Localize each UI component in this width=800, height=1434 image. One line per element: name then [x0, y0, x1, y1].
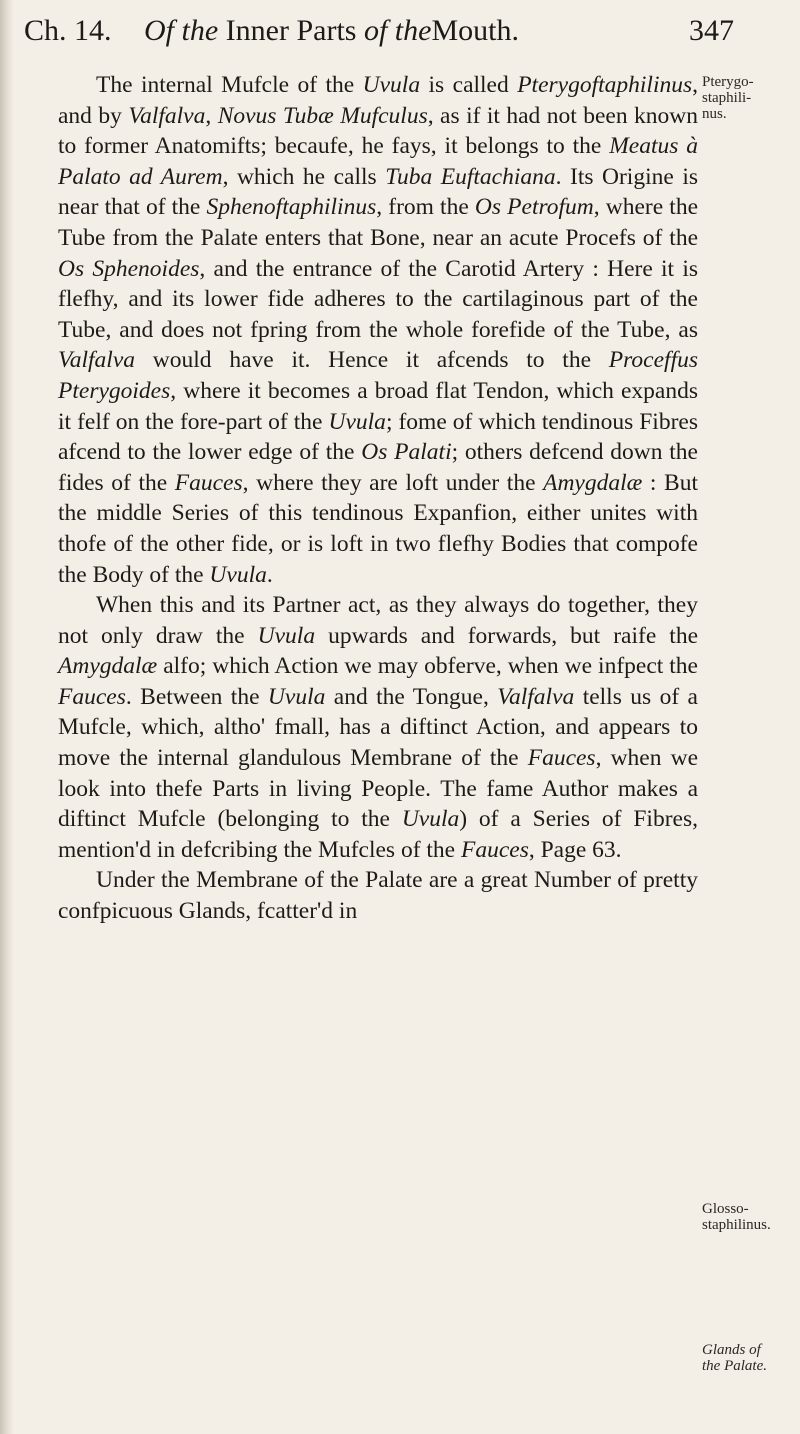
chapter-number: Ch. 14.: [24, 14, 112, 47]
paragraph-action: When this and its Partner act, as they always do together, they not only draw the Uvula upwards and forwards, but raife the Amygdalæ alfo; which Action we may obferve, when we infpect the Fauces. Between the Uvula and the Tongue, Valfalva tells us of a Mufcle, which, altho' fmall, has a diftinct Action, and appears to move the internal glandulous Membrane of the Fauces, when we look into thefe Parts in living People. The fame Author makes a diftinct Mufcle (belonging to the Uvula) of a Series of Fibres, mention'd in defcribing the Mufcles of the Fauces, Page 63.: [58, 592, 699, 863]
running-header: [24, 14, 734, 58]
page-number: 347: [689, 14, 734, 47]
paragraph-glands: Under the Membrane of the Palate are a great Number of pretty confpicuous Glands, fcatter'd in: [58, 867, 698, 925]
body-text: [58, 70, 698, 927]
margin-note-glossostaphilinus: Glosso- staphilinus.: [702, 1201, 771, 1233]
margin-note-pterygostaphilinus: Pterygo- staphili- nus.: [702, 74, 754, 122]
margin-note-glands: Glands of the Palate.: [702, 1342, 767, 1374]
paragraph-pterygostaphilinus: The internal Mufcle of the Uvula is called Pterygoftaphilinus, and by Valfalva, Novus Tubæ Mufculus, as if it had not been known to former Anatomifts; becaufe, he fays, it belongs to the Meatus à Palato ad Aurem, which he calls Tuba Euftachiana. Its Origine is near that of the Sphenoftaphilinus, from the Os Petrofum, where the Tube from the Palate enters that Bone, near an acute Procefs of the Os Sphenoides, and the entrance of the Carotid Artery : Here it is flefhy, and its lower fide adheres to the cartilaginous part of the Tube, and does not fpring from the whole forefide of the Tube, as Valfalva would have it. Hence it afcends to the Proceffus Pterygoides, where it becomes a broad flat Tendon, which expands it felf on the fore-part of the Uvula; fome of which tendinous Fibres afcend to the lower edge of the Os Palati; others defcend down the fides of the Fauces, where they are loft under the Amygdalæ : But the middle Series of this tendinous Expanfion, either unites with thofe of the other fide, or is loft in two flefhy Bodies that compofe the Body of the Uvula.: [58, 72, 699, 588]
page-gutter-edge: [0, 0, 14, 1434]
running-title: Of the Inner Parts of theMouth.: [144, 14, 519, 47]
